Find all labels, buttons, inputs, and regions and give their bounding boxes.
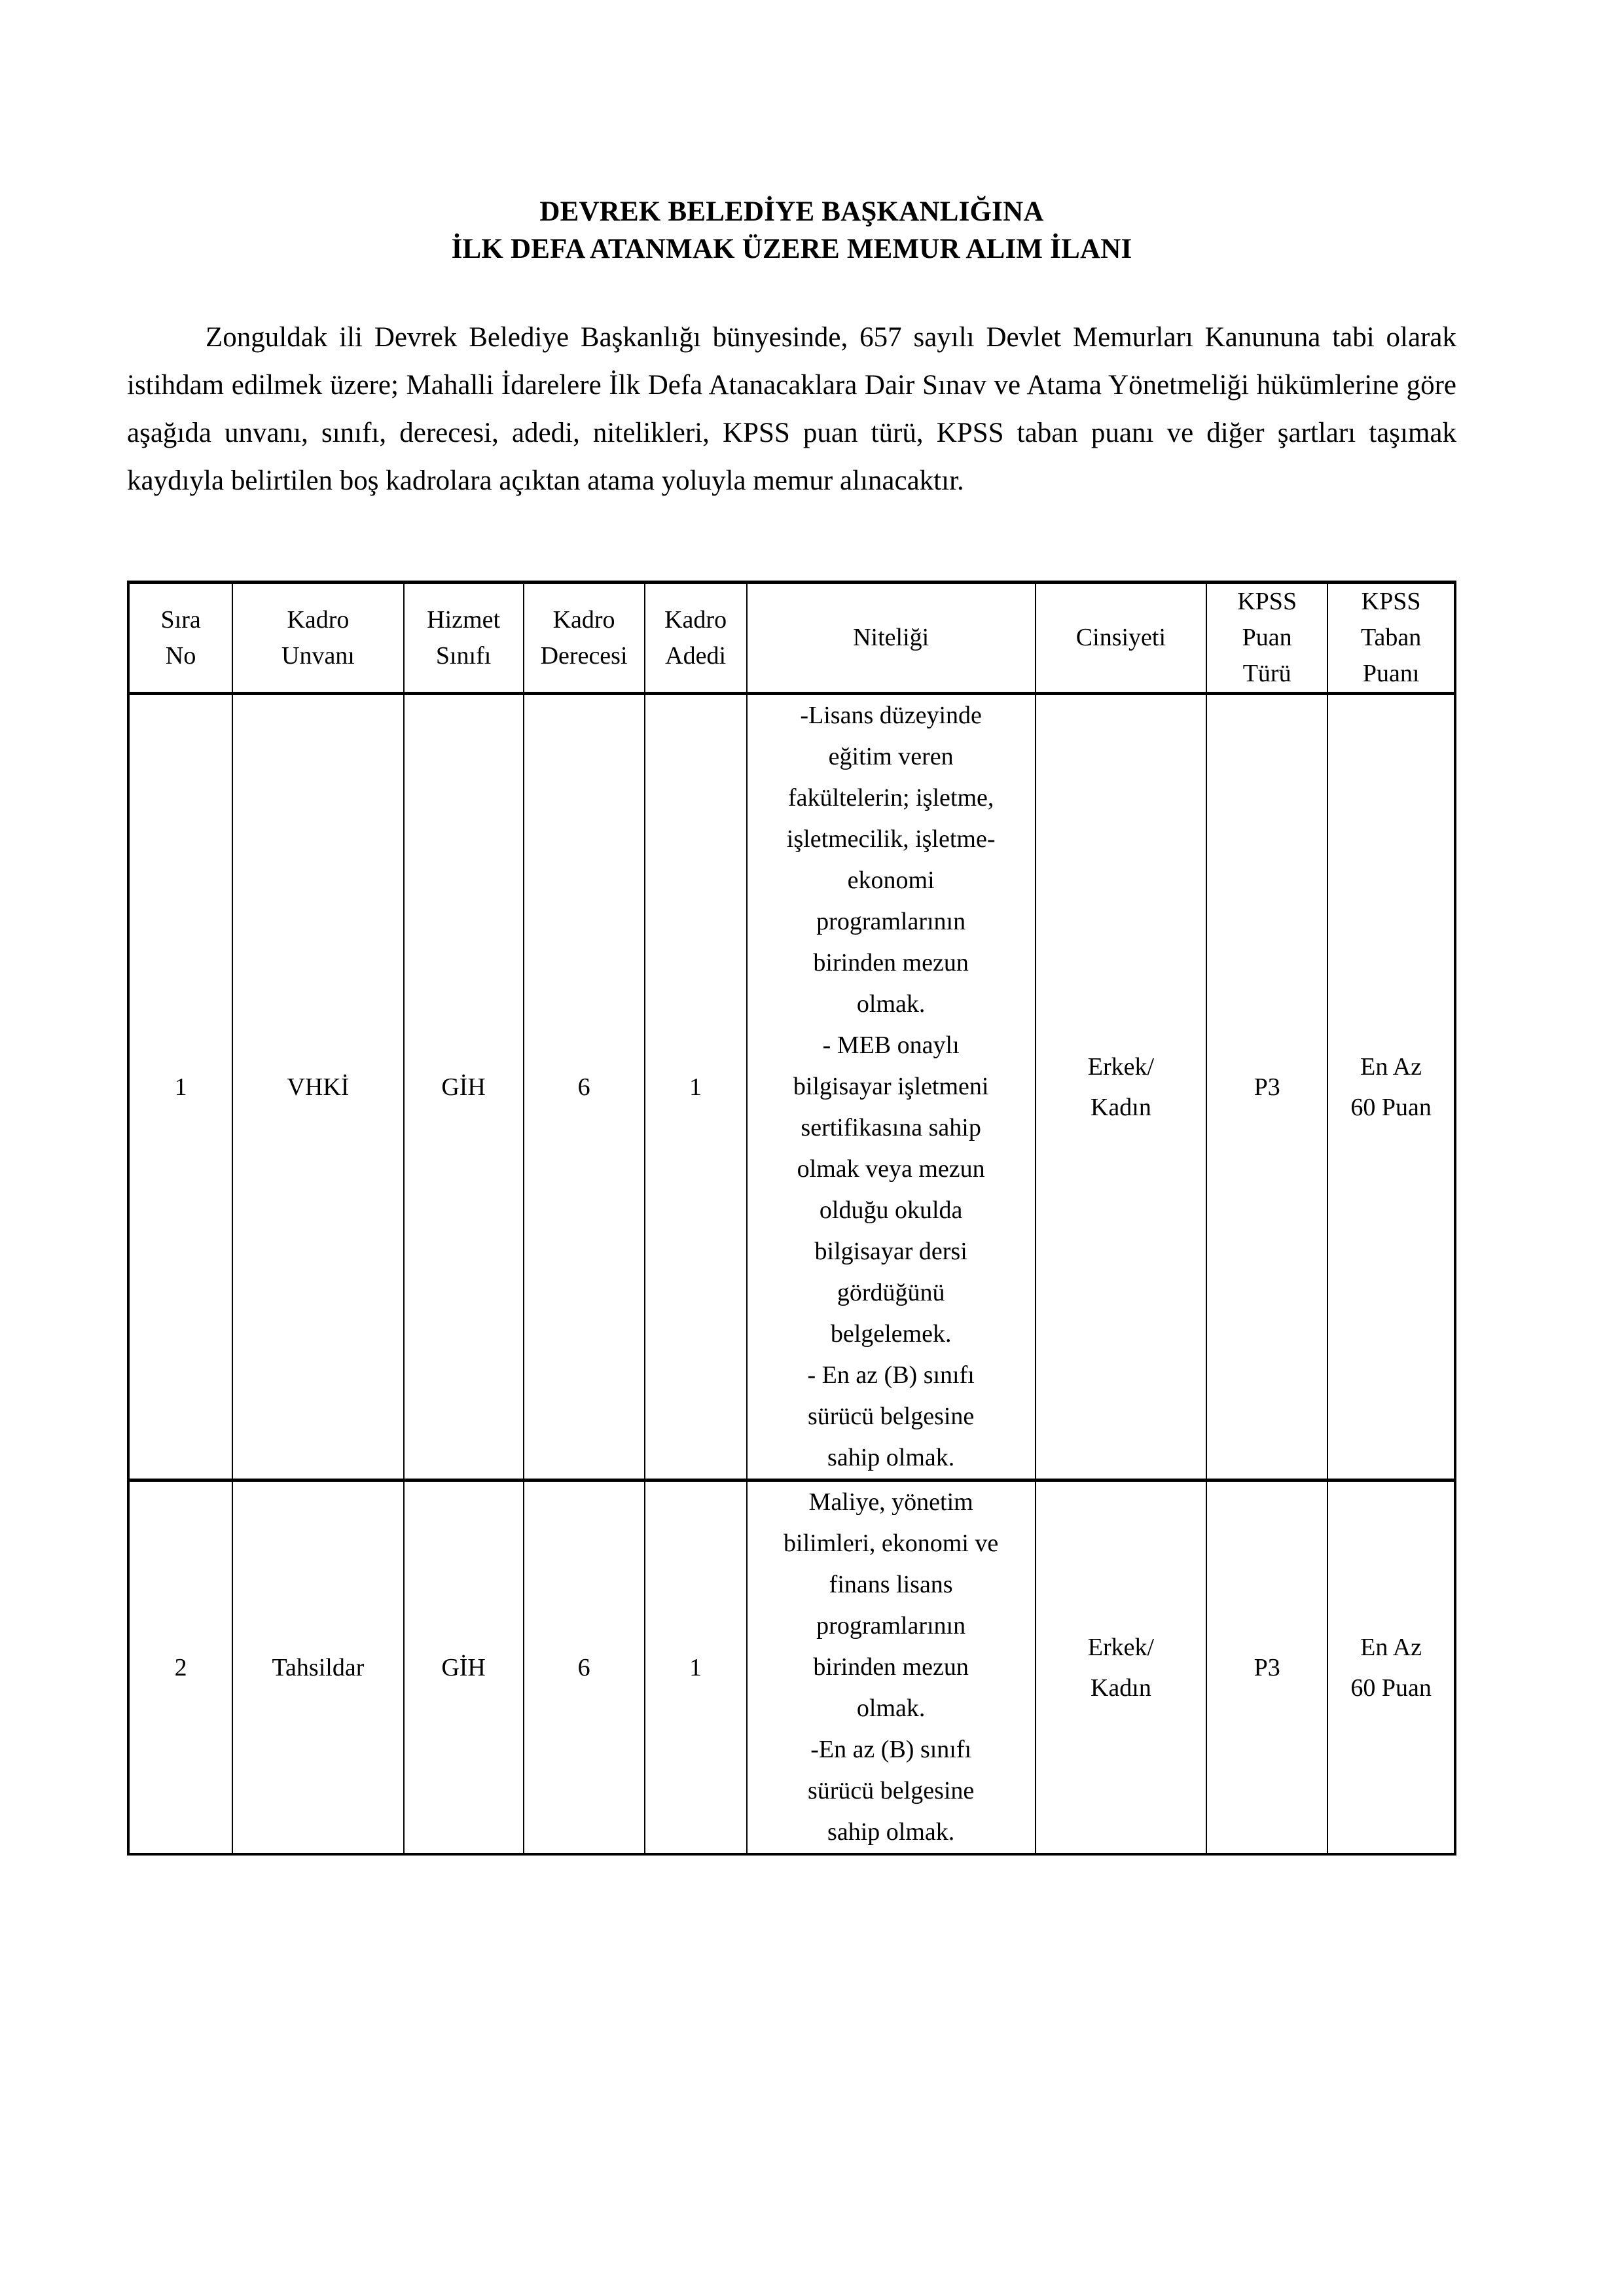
kadro-table-wrapper: [127, 581, 1456, 1856]
cell-kadro-unvani: Tahsildar: [232, 1480, 403, 1855]
text-line: sertifikasına sahip: [801, 1114, 981, 1141]
cell-hizmet-sinifi: GİH: [404, 1480, 524, 1855]
header-hizmet-line-2: Sınıfı: [435, 641, 492, 670]
text-line: fakültelerin; işletme,: [787, 784, 994, 812]
text-line: finans lisans: [829, 1571, 953, 1598]
header-puanturu-line-2: Puan: [1242, 624, 1292, 651]
text-line: işletmecilik, işletme-: [786, 825, 996, 853]
header-sira-line-2: No: [165, 641, 196, 670]
cell-kadro-unvani: VHKİ: [232, 694, 403, 1480]
text-line: birinden mezun: [813, 1653, 969, 1681]
document-title-line-1: DEVREK BELEDİYE BAŞKANLIĞINA: [539, 196, 1044, 227]
column-header-kadro-unvani: [232, 583, 403, 694]
header-hizmet-line-1: Hizmet: [427, 605, 501, 634]
text-line: olmak.: [856, 1695, 926, 1722]
header-taban-line-3: Puanı: [1362, 660, 1420, 687]
text-line: Erkek/: [1087, 1052, 1155, 1081]
text-line: gördüğünü: [837, 1279, 945, 1306]
kadro-table: [127, 581, 1456, 1856]
column-header-niteligi: Niteliği: [747, 583, 1036, 694]
header-taban-line-1: KPSS: [1361, 588, 1421, 615]
text-line: En Az: [1360, 1052, 1422, 1081]
cell-cinsiyeti: [1036, 1480, 1206, 1855]
text-line: bilgisayar işletmeni: [793, 1073, 989, 1100]
cell-kpss-taban-puani: [1327, 694, 1455, 1480]
kadro-table-body: [128, 694, 1455, 1855]
text-line: bilimleri, ekonomi ve: [784, 1530, 999, 1557]
text-line: sahip olmak.: [827, 1818, 955, 1846]
table-row: [128, 694, 1455, 1480]
table-header-row: [128, 583, 1455, 694]
header-derece-line-1: Kadro: [552, 605, 615, 634]
column-header-kadro-adedi: [645, 583, 747, 694]
cell-kadro-derecesi: 6: [524, 1480, 645, 1855]
text-line: sahip olmak.: [827, 1444, 955, 1471]
header-unvan-line-1: Kadro: [287, 605, 350, 634]
text-line: 60 Puan: [1350, 1674, 1432, 1702]
column-header-sira-no: [128, 583, 232, 694]
cell-niteligi: [747, 694, 1036, 1480]
text-line: programlarının: [816, 1612, 966, 1640]
text-line: Erkek/: [1087, 1633, 1155, 1661]
header-taban-line-2: Taban: [1360, 624, 1422, 651]
table-row: [128, 1480, 1455, 1855]
text-line: bilgisayar dersi: [814, 1238, 967, 1265]
cell-kadro-adedi: 1: [645, 1480, 747, 1855]
kadro-table-head: [128, 583, 1455, 694]
text-line: - En az (B) sınıfı: [807, 1361, 975, 1389]
text-line: Maliye, yönetim: [808, 1488, 973, 1516]
header-puanturu-line-1: KPSS: [1237, 588, 1297, 615]
header-adedi-line-1: Kadro: [664, 605, 727, 634]
text-line: olmak.: [856, 990, 926, 1018]
header-adedi-line-2: Adedi: [665, 641, 727, 670]
header-unvan-line-2: Unvanı: [281, 641, 355, 670]
cell-kpss-taban-puani: [1327, 1480, 1455, 1855]
intro-paragraph: Zonguldak ili Devrek Belediye Başkanlığı bünyesinde, 657 sayılı Devlet Memurları Kanununa tabi olarak istihdam edilmek üzere; Mahalli İdarelere İlk Defa Atanacaklara Dair Sınav ve Atama Yönetmeliği hükümlerine göre aşağıda unvanı, sınıfı, derecesi, adedi, nitelikleri, KPSS puan türü, KPSS taban puanı ve diğer şartları taşımak kaydıyla belirtilen boş kadrolara açıktan atama yoluyla memur alınacaktır.: [127, 322, 1456, 496]
text-line: -En az (B) sınıfı: [810, 1736, 972, 1763]
text-line: belgelemek.: [830, 1320, 952, 1348]
text-line: olduğu okulda: [819, 1196, 963, 1224]
cell-hizmet-sinifi: GİH: [404, 694, 524, 1480]
text-line: -Lisans düzeyinde: [800, 702, 982, 729]
text-line: sürücü belgesine: [807, 1777, 975, 1804]
text-line: En Az: [1360, 1633, 1422, 1661]
cell-niteligi: [747, 1480, 1036, 1855]
text-line: eğitim veren: [828, 743, 954, 770]
column-header-kpss-taban-puani: [1327, 583, 1455, 694]
text-line: programlarının: [816, 908, 966, 935]
document-title-block: [127, 0, 1456, 268]
cell-kadro-adedi: 1: [645, 694, 747, 1480]
text-line: Kadın: [1090, 1674, 1151, 1702]
header-sira-line-1: Sıra: [160, 605, 201, 634]
text-line: 60 Puan: [1350, 1093, 1432, 1121]
page-content: [127, 0, 1456, 1856]
text-line: ekonomi: [847, 867, 935, 894]
cell-sira-no: 2: [128, 1480, 232, 1855]
document-title-line-2: İLK DEFA ATANMAK ÜZERE MEMUR ALIM İLANI: [451, 234, 1132, 264]
text-line: Kadın: [1090, 1093, 1151, 1121]
column-header-kadro-derecesi: [524, 583, 645, 694]
text-line: olmak veya mezun: [797, 1155, 985, 1183]
cell-sira-no: 1: [128, 694, 232, 1480]
cell-kpss-puan-turu: P3: [1206, 1480, 1327, 1855]
header-derece-line-2: Derecesi: [540, 641, 628, 670]
text-line: sürücü belgesine: [807, 1403, 975, 1430]
column-header-kpss-puan-turu: [1206, 583, 1327, 694]
text-line: - MEB onaylı: [822, 1031, 960, 1059]
column-header-cinsiyeti: Cinsiyeti: [1036, 583, 1206, 694]
column-header-hizmet-sinifi: [404, 583, 524, 694]
cell-kadro-derecesi: 6: [524, 694, 645, 1480]
cell-cinsiyeti: [1036, 694, 1206, 1480]
text-line: birinden mezun: [813, 949, 969, 977]
cell-kpss-puan-turu: P3: [1206, 694, 1327, 1480]
header-puanturu-line-3: Türü: [1242, 660, 1291, 687]
